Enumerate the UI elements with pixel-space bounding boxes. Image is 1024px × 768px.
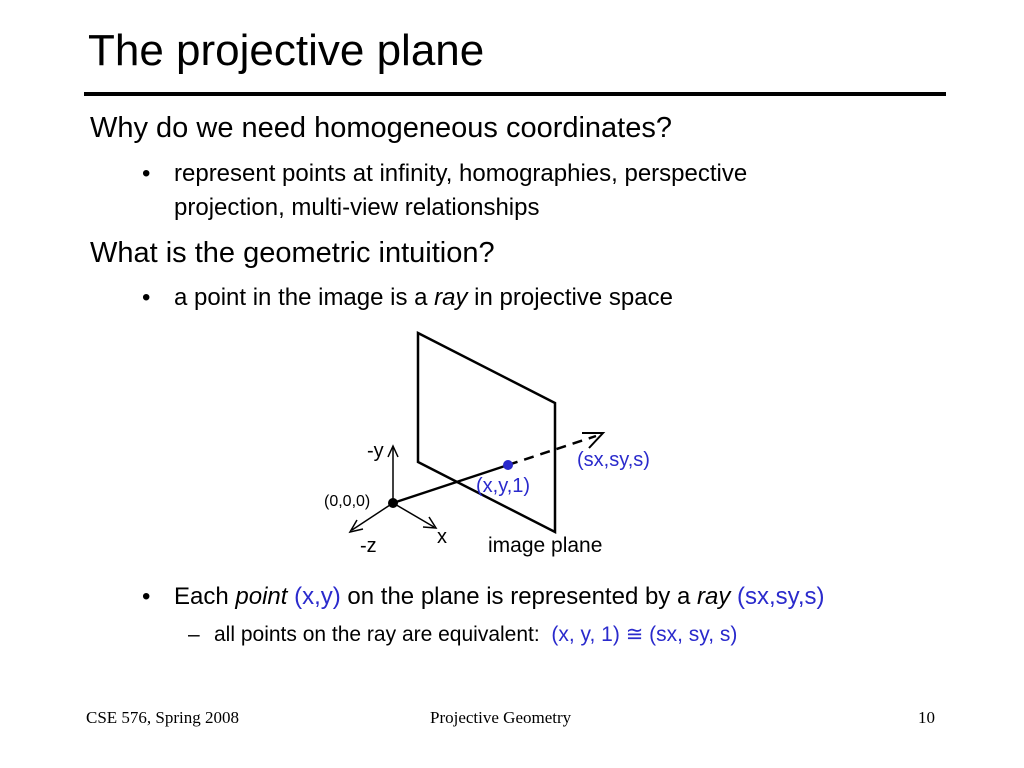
bullet-represent-line2: projection, multi-view relationships [174,194,540,221]
footer-course: CSE 576, Spring 2008 [86,708,240,727]
neg-z-arrowhead [350,520,363,532]
question-homogeneous: Why do we need homogeneous coordinates? [90,112,672,144]
equation-left: (x, y, 1) [551,623,620,646]
text-ray-italic: ray [434,284,468,311]
origin-dot [388,498,398,508]
text-run: a point in the image is a [174,284,435,311]
text-ray-italic: ray [697,583,731,610]
sub-bullet-dash: – [188,623,200,646]
footer-page-number: 10 [918,708,935,727]
ray-arrowhead [582,433,603,448]
slide-title: The projective plane [88,26,485,75]
text-run: Each [174,583,236,610]
footer-topic: Projective Geometry [430,708,572,727]
label-image-point: (x,y,1) [476,475,531,497]
image-plane-shape [418,333,555,532]
text-sxsys: (sx,sy,s) [730,583,825,610]
label-image-plane: image plane [488,534,603,557]
text-xy: (x,y) [287,583,341,610]
bullet-dot: • [142,160,151,187]
text-run: on the plane is represented by a [340,583,697,610]
question-intuition: What is the geometric intuition? [90,237,495,269]
bullet-each-point-text [174,583,825,612]
label-ray-point: (sx,sy,s) [577,449,650,471]
label-neg-y: -y [367,440,384,462]
title-underline [84,92,946,96]
label-x: x [437,526,447,548]
text-point-italic: point [235,583,288,610]
x-axis [393,503,434,527]
equation-right: (sx, sy, s) [649,623,738,646]
label-origin: (0,0,0) [324,493,371,510]
bullet-dot: • [142,583,151,610]
projective-plane-diagram [300,325,700,565]
sub-bullet-text [214,622,737,647]
bullet-point-is-ray-text [174,284,673,313]
label-neg-z: -z [360,535,377,557]
approx-equal-symbol: ≅ [625,623,644,646]
bullet-represent-line1: represent points at infinity, homographies, perspective [174,160,748,187]
image-point-dot [503,460,513,470]
bullet-dot: • [142,284,151,311]
text-run: all points on the ray are equivalent: [214,623,540,646]
text-run: in projective space [467,284,673,311]
